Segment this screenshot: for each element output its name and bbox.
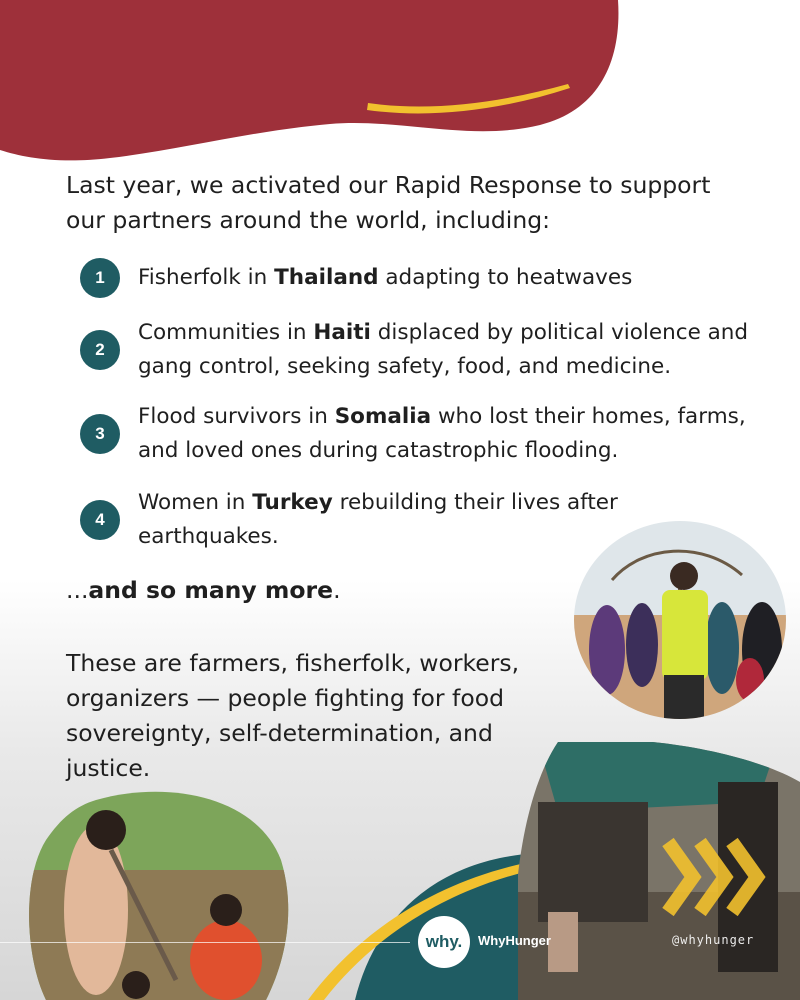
list-item-text: Communities in Haiti displaced by political violence and gang control, seeking safety, food, and medicine. xyxy=(138,320,749,379)
number-badge: 1 xyxy=(80,258,120,298)
and-more-text: ...and so many more. xyxy=(66,576,341,604)
country-name: Turkey xyxy=(252,490,333,515)
number-badge: 3 xyxy=(80,414,120,454)
country-name: Thailand xyxy=(274,265,379,290)
planting-photo xyxy=(26,790,290,1000)
somalia-photo xyxy=(572,520,788,720)
country-name: Somalia xyxy=(334,404,432,429)
brand-name: WhyHunger xyxy=(478,933,551,948)
divider-line xyxy=(0,942,410,943)
list-item xyxy=(80,258,758,298)
maroon-wave-shape xyxy=(0,0,618,160)
list-item-text: Flood survivors in Somalia who lost their homes, farms, and loved ones during catastrophic flooding. xyxy=(138,404,746,463)
list-item xyxy=(80,400,758,468)
number-badge: 4 xyxy=(80,500,120,540)
list-item-text: Fisherfolk in Thailand adapting to heatwaves xyxy=(138,265,633,290)
list-item-text: Women in Turkey rebuilding their lives after earthquakes. xyxy=(138,490,618,549)
closing-text: These are farmers, fisherfolk, workers, organizers — people fighting for food sovereignty, self-determination, and justice. xyxy=(66,649,520,782)
country-name: Haiti xyxy=(313,320,371,345)
list-item xyxy=(80,316,758,384)
social-handle: @whyhunger xyxy=(672,933,755,947)
whyhunger-logo: why. xyxy=(418,916,470,968)
walking-photo xyxy=(518,742,800,1000)
number-badge: 2 xyxy=(80,330,120,370)
intro-text: Last year, we activated our Rapid Response to support our partners around the world, including: xyxy=(66,171,711,234)
